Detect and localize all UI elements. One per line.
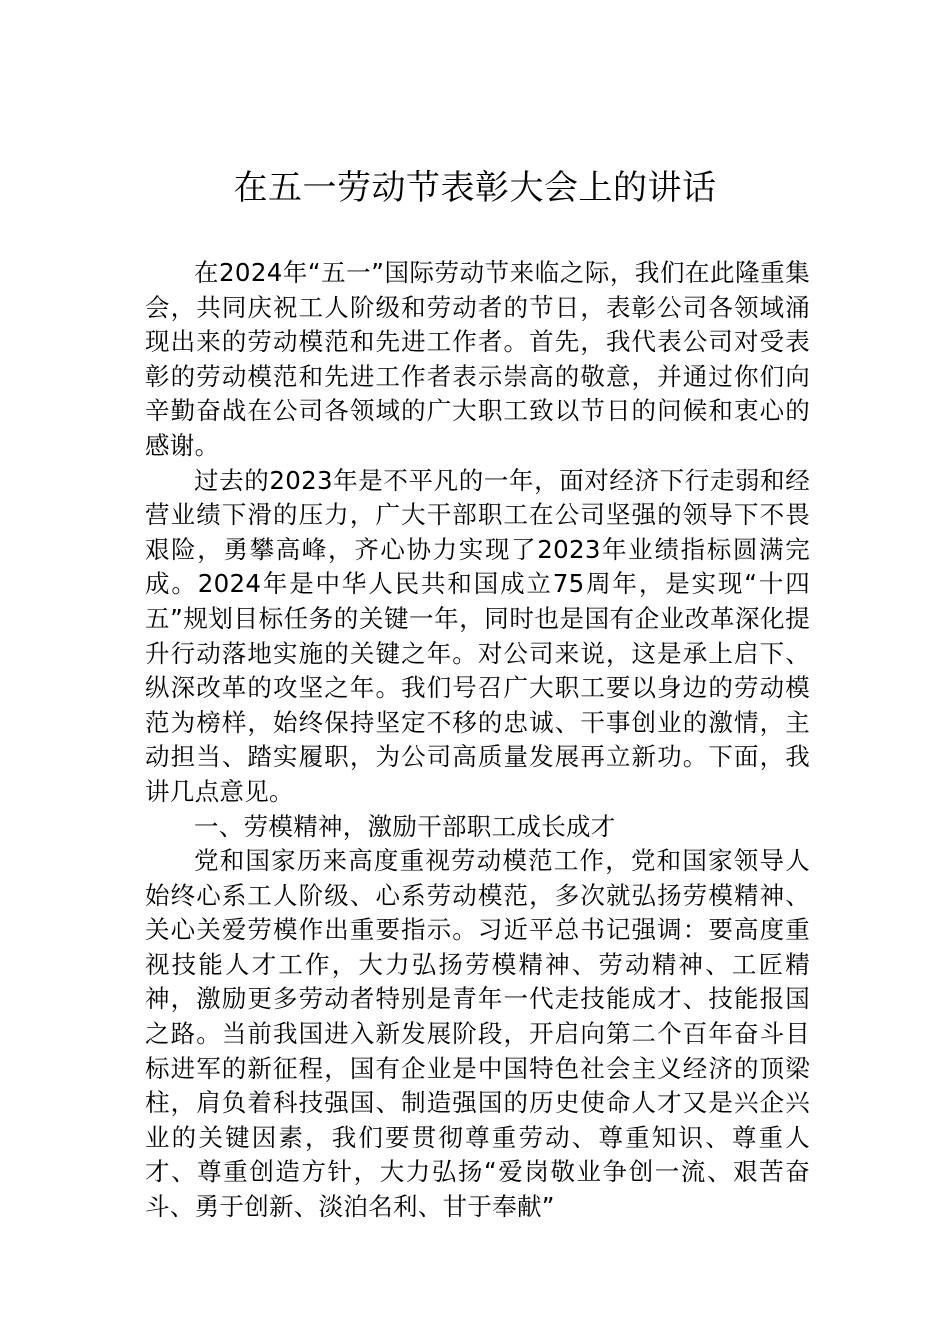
paragraph-opening: 在2024年“五一”国际劳动节来临之际，我们在此隆重集会，共同庆祝工人阶级和劳动者的节日，表彰公司各领域涌现出来的劳动模范和先进工作者。首先，我代表公司对受表彰的劳动模范和先进工作者表示崇高的敬意，并通过你们向辛勤奋战在公司各领域的广大职工致以节日的问候和衷心的感谢。 xyxy=(145,258,810,460)
section-heading-1: 一、劳模精神，激励干部职工成长成才 xyxy=(194,811,616,841)
paragraph-review: 过去的2023年是不平凡的一年，面对经济下行走弱和经营业绩下滑的压力，广大干部职工在公司坚强的领导下不畏艰险，勇攀高峰，齐心协力实现了2023年业绩指标圆满完成。2024年是中华人民共和国成立75周年，是实现“十四五”规划目标任务的关键一年，同时也是国有企业改革深化提升行动落地实施的关键之年。对公司来说，这是承上启下、纵深改革的攻坚之年。我们号召广大职工要以身边的劳动模范为榜样，始终保持坚定不移的忠诚、干事创业的激情，主动担当、踏实履职，为公司高质量发展再立新功。下面，我讲几点意见。 xyxy=(145,465,810,806)
paragraph-model-spirit: 党和国家历来高度重视劳动模范工作，党和国家领导人始终心系工人阶级、心系劳动模范，多次就弘扬劳模精神、关心关爱劳模作出重要指示。习近平总书记强调：要高度重视技能人才工作，大力弘扬劳模精神、劳动精神、工匠精神，激励更多劳动者特别是青年一代走技能成才、技能报国之路。当前我国进入新发展阶段，开启向第二个百年奋斗目标进军的新征程，国有企业是中国特色社会主义经济的顶梁柱，肩负着科技强国、制造强国的历史使命人才又是兴企兴业的关键因素，我们要贯彻尊重劳动、尊重知识、尊重人才、尊重创造方针，大力弘扬“爱岗敬业争创一流、艰苦奋斗、勇于创新、淡泊名利、甘于奉献” xyxy=(145,846,810,1222)
document-body xyxy=(145,256,810,1225)
page-title: 在五一劳动节表彰大会上的讲话 xyxy=(233,168,717,208)
